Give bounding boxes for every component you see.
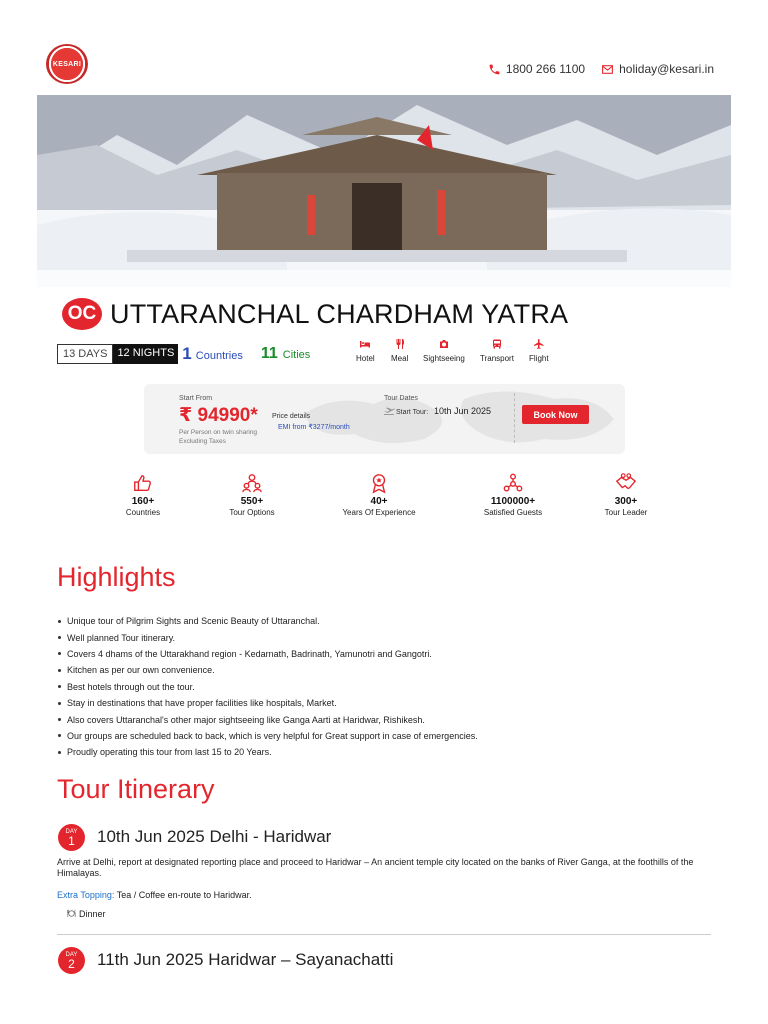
highlights-list: [58, 613, 478, 761]
group-icon: [241, 472, 263, 494]
amenity-transport: [480, 338, 514, 363]
plane-icon: [533, 338, 545, 350]
tour-title-row: [62, 298, 568, 330]
countries-number: 1: [182, 344, 192, 363]
network-icon: [502, 472, 524, 494]
day-1-extra-topping: [57, 890, 252, 900]
start-from-label: Start From: [179, 395, 213, 402]
bus-icon: [491, 338, 503, 350]
stat-label: Tour Leader: [604, 508, 648, 517]
camera-icon: [438, 338, 450, 350]
extra-topping-label: Extra Topping:: [57, 890, 115, 900]
price-note: [179, 428, 279, 446]
day-divider: [57, 934, 711, 935]
day-badge-1: [58, 824, 85, 851]
hero-image: [37, 95, 731, 287]
cities-number: 11: [260, 345, 278, 362]
book-now-button[interactable]: Book Now: [522, 405, 589, 424]
day-label: DAY: [65, 828, 78, 835]
stat-label: Tour Options: [229, 508, 275, 517]
email-address: holiday@kesari.in: [619, 62, 714, 76]
highlight-item: Also covers Uttaranchal's other major sightseeing like Ganga Aarti at Haridwar, Rishikesh.: [58, 711, 478, 727]
stat-tour-options: [197, 472, 307, 517]
highlight-item: Our groups are scheduled back to back, which is very helpful for Great support in case of emergencies.: [58, 728, 478, 744]
stat-tour-leader: [571, 472, 681, 517]
per-person-note: Per Person on twin sharing: [179, 429, 258, 436]
day-number: 1: [68, 833, 75, 848]
extra-topping-text: Tea / Coffee en-route to Haridwar.: [114, 890, 252, 900]
stat-number: 550+: [240, 496, 264, 507]
stat-label: Years Of Experience: [342, 508, 416, 517]
emi-link[interactable]: EMI from ₹3277/month: [278, 424, 350, 431]
day-1-description: Arrive at Delhi, report at designated reporting place and proceed to Haridwar – An ancient temple city located on the banks of River Ganga, at the foothills of the Himalayas.: [57, 857, 694, 878]
stat-experience: [324, 472, 434, 517]
hotel-icon: [359, 338, 371, 350]
highlight-item: Kitchen as per our own convenience.: [58, 662, 478, 678]
day-number: 2: [68, 956, 75, 971]
amenity-label: Sightseeing: [423, 354, 465, 363]
logo-text: KESARI: [52, 60, 82, 68]
tour-duration: [57, 344, 310, 364]
stat-number: 1100000+: [490, 496, 536, 507]
stat-label: Satisfied Guests: [483, 508, 543, 517]
stat-number: 300+: [614, 496, 638, 507]
highlight-item: Well planned Tour itinerary.: [58, 629, 478, 645]
phone-icon: [488, 63, 501, 76]
amenity-sightseeing: [423, 338, 465, 363]
price-box: [144, 384, 625, 454]
tour-code-badge: OC: [62, 298, 102, 330]
cities-count: [261, 345, 310, 363]
amenity-label: Hotel: [356, 354, 375, 363]
highlight-item: Unique tour of Pilgrim Sights and Scenic Beauty of Uttaranchal.: [58, 613, 478, 629]
plane-takeoff-icon: [383, 407, 395, 415]
stat-number: 160+: [131, 496, 155, 507]
stat-number: 40+: [370, 496, 388, 507]
amenity-hotel: [356, 338, 375, 363]
tour-dates-label: Tour Dates: [384, 395, 418, 402]
itinerary-heading: Tour Itinerary: [57, 774, 215, 804]
nights-badge: 12 NIGHTS: [113, 344, 178, 364]
amenity-label: Meal: [391, 354, 409, 363]
highlights-heading: Highlights: [57, 562, 176, 592]
dinner-icon: [66, 908, 77, 919]
stat-guests: [458, 472, 568, 517]
price-divider: [514, 393, 515, 443]
email-link[interactable]: [601, 62, 714, 76]
contact-bar: [488, 62, 714, 76]
start-tour-label: Start Tour:: [396, 409, 429, 416]
excluding-taxes-note: Excluding Taxes: [179, 438, 226, 445]
highlight-item: Covers 4 dhams of the Uttarakhand region - Kedarnath, Badrinath, Yamunotri and Gangotri.: [58, 646, 478, 662]
kesari-logo[interactable]: [46, 44, 88, 84]
amenity-label: Transport: [480, 354, 514, 363]
cities-label: Cities: [282, 349, 311, 361]
phone-number: 1800 266 1100: [505, 62, 586, 76]
day-2-title: 11th Jun 2025 Haridwar – Sayanachatti: [97, 950, 394, 969]
countries-count: [182, 344, 243, 364]
amenity-label: Flight: [529, 354, 549, 363]
start-tour-date: 10th Jun 2025: [434, 406, 492, 416]
days-badge: 13 DAYS: [57, 344, 113, 364]
stat-label: Countries: [125, 508, 161, 517]
countries-label: Countries: [195, 350, 243, 362]
award-icon: [368, 472, 390, 494]
price-details-link[interactable]: Price details: [272, 413, 311, 420]
tour-title: UTTARANCHAL CHARDHAM YATRA: [110, 298, 569, 329]
mail-icon: [601, 63, 614, 76]
day-badge-2: [58, 947, 85, 974]
stat-countries: [88, 472, 198, 517]
day-1-meal: [66, 908, 106, 919]
amenity-flight: [529, 338, 549, 363]
phone-link[interactable]: [488, 62, 585, 76]
day-1-title: 10th Jun 2025 Delhi - Haridwar: [97, 827, 332, 846]
highlight-item: Best hotels through out the tour.: [58, 679, 478, 695]
meal-label: Dinner: [79, 908, 106, 919]
day-label: DAY: [65, 951, 78, 958]
highlight-item: Proudly operating this tour from last 15 to 20 Years.: [58, 744, 478, 760]
handshake-icon: [615, 472, 637, 494]
amenity-meal: [391, 338, 408, 363]
meal-icon: [394, 338, 406, 350]
thumbs-up-icon: [132, 472, 154, 494]
tour-price: ₹ 94990*: [179, 405, 258, 426]
highlight-item: Stay in destinations that have proper facilities like hospitals, Market.: [58, 695, 478, 711]
